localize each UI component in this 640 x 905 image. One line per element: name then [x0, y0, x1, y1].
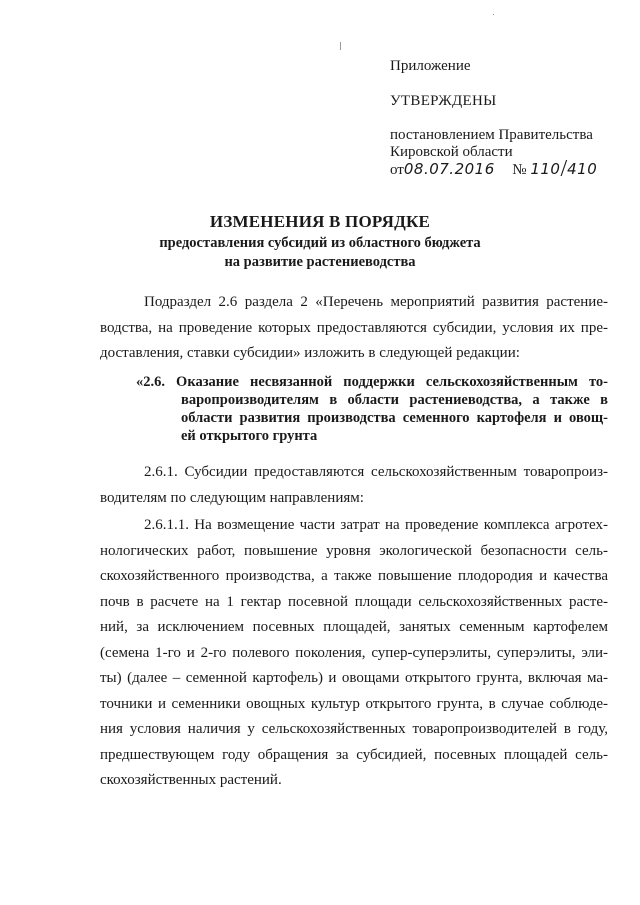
scan-speck: [493, 14, 494, 15]
handwritten-date: 08.07.2016: [403, 160, 495, 178]
paragraph-2-6-1: [100, 460, 608, 511]
text-line: ты) (далее – семенной картофель) и овощами открытого грунта, включая ма-: [100, 670, 608, 686]
approval-block: [390, 58, 630, 182]
decree-line-2: Кировской области: [390, 144, 513, 160]
text-line: ний, за исключением посевных площадей, занятых семенным картофелем: [100, 619, 608, 635]
document-subtitle-1: предоставления субсидий из областного бюджета: [159, 235, 481, 251]
text-line: предшествующем году обращения за субсидией, посевных площадей сель-: [100, 746, 608, 763]
decree-line-1: постановлением Правительства: [390, 127, 593, 143]
text-line: (семена 1-го и 2-го полевого поколения, супер-суперэлиты, суперэлиты, эли-: [100, 644, 608, 661]
text-line: варопроизводителям в области растениеводства, а также в: [181, 392, 608, 408]
text-line: ния условия наличия у сельскохозяйственных товаропроизводителей в году,: [100, 721, 608, 737]
text-line: «2.6. Оказание несвязанной поддержки сельскохозяйственным то-: [136, 374, 608, 390]
text-line: водителям по следующим направлениям:: [100, 489, 364, 506]
document-title: ИЗМЕНЕНИЯ В ПОРЯДКЕ: [209, 212, 431, 231]
intro-paragraph: [100, 290, 608, 367]
scan-mark: [340, 42, 341, 50]
text-line: скохозяйственного производства, а также повышение плодородия и качества: [100, 568, 608, 584]
paragraph-2-6-1-1: [100, 513, 608, 794]
text-line: почв в расчете на 1 гектар посевной площади сельскохозяйственных расте-: [100, 593, 608, 610]
document-subtitle-2: на развитие растениеводства: [224, 254, 416, 270]
appendix-label: Приложение: [390, 58, 471, 74]
text-line: нологических работ, повышение уровня экологической безопасности сель-: [100, 542, 608, 559]
decree-date-number: [390, 156, 630, 182]
text-line: ей открытого грунта: [181, 428, 318, 444]
text-line: точники и семенники овощных культур открытого грунта, в случае соблюде-: [100, 695, 608, 712]
number-sign: №: [512, 162, 527, 178]
slash-mark: /: [560, 156, 568, 182]
section-heading: [136, 373, 608, 445]
text-line: скохозяйственных растений.: [100, 772, 282, 788]
text-line: 2.6.1.1. На возмещение части затрат на проведение комплекса агротех-: [144, 517, 608, 533]
text-line: Подраздел 2.6 раздела 2 «Перечень мероприятий развития растение-: [144, 294, 608, 310]
text-line: 2.6.1. Субсидии предоставляются сельскохозяйственным товаропроиз-: [144, 464, 608, 480]
handwritten-number-b: 410: [567, 160, 598, 178]
from-prefix: от: [390, 162, 404, 178]
approved-label: УТВЕРЖДЕНЫ: [390, 93, 497, 109]
handwritten-number-a: 110: [530, 160, 561, 178]
text-line: области развития производства семенного картофеля и овощ-: [181, 410, 608, 426]
text-line: водства, на проведение которых предоставляются субсидии, условия их пре-: [100, 319, 608, 336]
text-line: доставления, ставки субсидии» изложить в следующей редакции:: [100, 345, 520, 361]
